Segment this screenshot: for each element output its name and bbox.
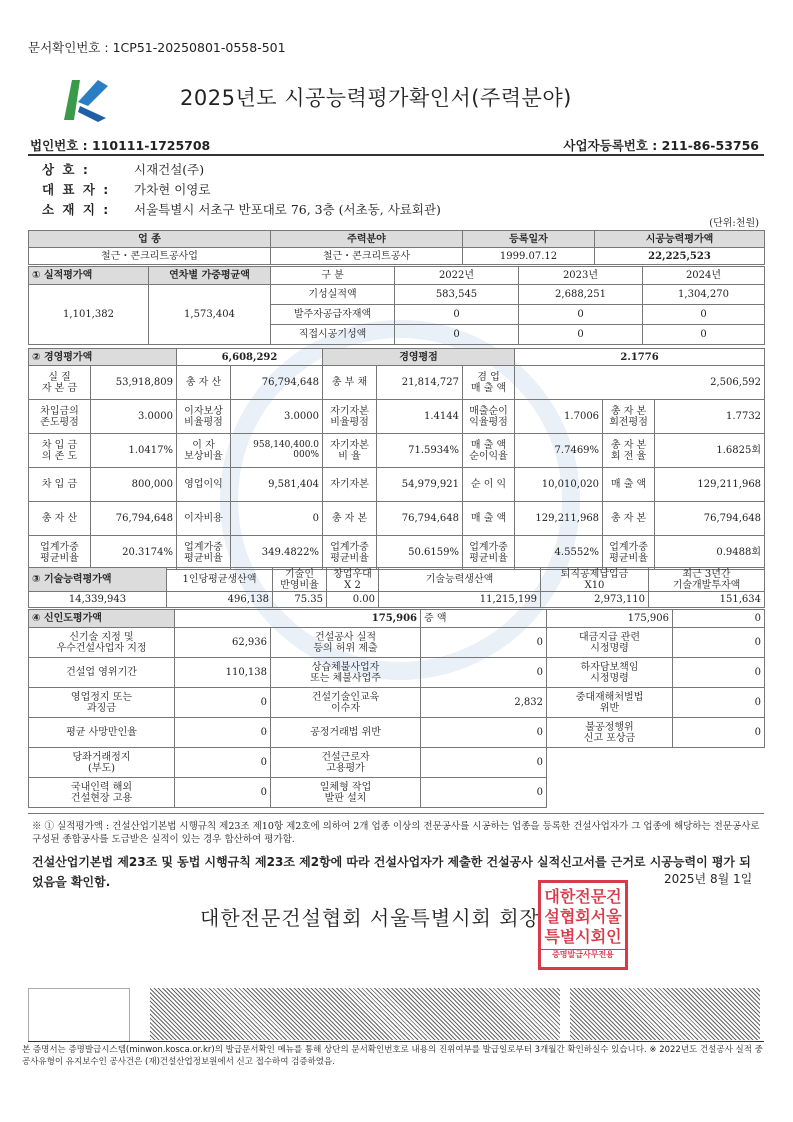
official-seal: 대한전문건 설협회서울 특별시회인 증명발급사무전용 [538,880,628,970]
divider [28,813,764,814]
barcode-strip [570,988,760,1040]
issue-date: 2025년 8월 1일 [664,872,753,886]
technical-table: ③ 기술능력평가액 1인당평균생산액 기술인 반영비율 창업우대 X 2 기술능력생산액 퇴직공제납입금 X10 최근 3년간 기술개발투자액 14,339,943 496,138 75.35 0.00 11,215,199 2,973,110 151,634 [28,567,765,608]
document-title: 2025년도 시공능력평가확인서(주력분야) [180,86,572,110]
business-type-table: 업 종 주력분야 등록일자 시공능력평가액 철근・콘크리트공사업 철근・콘크리트공사 1999.07.12 22,225,523 [28,230,765,265]
document-number: 문서확인번호 : 1CP51-20250801-0558-501 [28,40,286,55]
mgmt-row-5: 업계가중 평균비율 20.3174% 업계가중 평균비율 349.4822% 업계가중 평균비율 50.6159% 업계가중 평균비율 4.5552% 업계가중 평균비율 0.9488회 [29,536,765,570]
mgmt-row-3: 차 입 금 800,000 영업이익 9,581,404 자기자본 54,979,921 순 이 익 10,010,020 매 출 액 129,211,968 [29,468,765,502]
mgmt-row-4: 총 자 산 76,794,648 이자비용 0 총 자 본 76,794,648 매 출 액 129,211,968 총 자 본 76,794,648 [29,502,765,536]
cred-row-3: 평균 사망만인율 0 공정거래법 위반 0 불공정행위 신고 포상금 0 [29,718,765,748]
divider [28,154,764,156]
management-table: ② 경영평가액 6,608,292 경영평점 2.1776 실 질 자 본 금 53,918,809 총 자 산 76,794,648 총 부 채 21,814,727 겸 업 매 출 액 2,506,592 차입금의 존도평점 3.0000 이자보상 비율평점 3.0000 자기자본 비율평점 1.4144 매출순이 익율평점 1.7006 총 자 본 회전평점 1.7732 차 입 금 의 존 도 1.0417% 이 자 보상비율 958,140,400.0 000% 자기자본 비 율 71.5934% 매 출 액 순이익율 7.7469% 총 자 본 회 전 율 1.6825회 차 입 금 800,000 영업이익 9,581,404 자기자본 54,979,921 순 이 익 10,010,020 매 출 액 129,211,968 총 자 산 76,794,648 이자비용 0 총 자 본 76,794,648 매 출 액 129,211,968 총 자 본 76,794,648 업계가중 평균비율 20.3174% 업계가중 평균비율 349.4822% 업계가중 평균비율 50.6159% 업계가중 평균비율 4.5552% 업계가중 평균비율 0.9488회 [28,348,765,570]
mgmt-row-1: 차입금의 존도평점 3.0000 이자보상 비율평점 3.0000 자기자본 비율평점 1.4144 매출순이 익율평점 1.7006 총 자 본 회전평점 1.7732 [29,400,765,434]
footnote: ※ ① 실적평가액 : 건설산업기본법 시행규칙 제23조 제10항 제2호에 의하여 2개 업종 이상의 전문공사를 시공하는 업종을 등록한 건설사업자가 그 업종에 해당하는 전문공사로 구성된 종합공사를 도급받은 실적이 있는 경우 합산하여 평가함. [32,821,760,845]
cred-row-4: 당좌거래정지 (부도) 0 건설근로자 고용평가 0 [29,748,765,778]
mgmt-row-2: 차 입 금 의 존 도 1.0417% 이 자 보상비율 958,140,400.0 000% 자기자본 비 율 71.5934% 매 출 액 순이익율 7.7469% 총 자 본 회 전 율 1.6825회 [29,434,765,468]
unit-note: (단위:천원) [709,218,759,229]
cred-row-5: 국내인력 해외 건설현장 고용 0 일체형 작업 발판 설치 0 [29,778,765,808]
performance-table: ① 실적평가액 연차별 가중평균액 구 분 2022년 2023년 2024년 1,101,382 1,573,404 기성실적액 583,545 2,688,251 1,304,270 발주자공급자재액 0 0 0 직접시공기성액 0 0 0 [28,266,765,345]
divider [28,1041,764,1042]
corporation-number: 법인번호 : 110111-1725708 [30,138,211,153]
cred-row-2: 영업정지 또는 과징금 0 건설기술인교육 이수자 2,832 중대재해처벌법 위반 0 [29,688,765,718]
issuer-name: 대한전문건설협회 서울특별시회 회장 [200,906,540,930]
mgmt-row-0: 실 질 자 본 금 53,918,809 총 자 산 76,794,648 총 부 채 21,814,727 겸 업 매 출 액 2,506,592 [29,366,765,400]
cred-row-1: 건설업 영위기간 110,138 상습체불사업자 또는 체불사업주 0 하자담보책임 시정명령 0 [29,658,765,688]
info-company: 상 호 : 시재건설(주) [42,162,205,177]
kosca-logo-icon [58,72,110,124]
footer-notice: 본 증명서는 증명발급시스템(minwon.kosca.or.kr)의 발급문서확인 메뉴를 통해 상단의 문서확인번호로 내용의 진위여부를 발급일로부터 3개월간 확인하실수 있습니다. ※ 2022년도 건설공사 실적 중 공사유형이 유지보수인 공사건은 (재)건설산업정보원에서 신고 접수하여 검증하였음. [22,1045,763,1067]
confirmation-statement: 건설산업기본법 제23조 및 동법 시행규칙 제23조 제2항에 따라 건설사업자가 제출한 건설공사 실적신고서를 근거로 시공능력이 평가 되었음을 확인함. [32,855,751,889]
credibility-table: ④ 신인도평가액 175,906 증 액 175,906 0 신기술 지정 및 우수건설사업자 지정 62,936 건설공사 실적 등의 허위 제출 0 대금지급 관련 시정명령 0 건설업 영위기간 110,138 상습체불사업자 또는 체불사업주 0 하자담보책임 시정명령 0 영업정지 또는 과징금 0 건설기술인교육 이수자 2,832 중대재해처벌법 위반 0 평균 사망만인율 0 공정거래법 위반 0 불공정행위 신고 포상금 0 당좌거래정지 (부도) 0 건설근로자 고용평가 0 국내인력 해외 건설현장 고용 0 일체형 작업 발판 설치 0 [28,609,765,808]
cred-row-0: 신기술 지정 및 우수건설사업자 지정 62,936 건설공사 실적 등의 허위 제출 0 대금지급 관련 시정명령 0 [29,628,765,658]
barcode-strip [150,988,560,1040]
info-address: 소 재 지 : 서울특별시 서초구 반포대로 76, 3층 (서초동, 사료회관) [42,202,441,217]
stamp-box [28,988,130,1042]
business-registration-number: 사업자등록번호 : 211-86-53756 [563,138,759,153]
info-representative: 대 표 자 : 가차현 이영로 [42,182,211,197]
